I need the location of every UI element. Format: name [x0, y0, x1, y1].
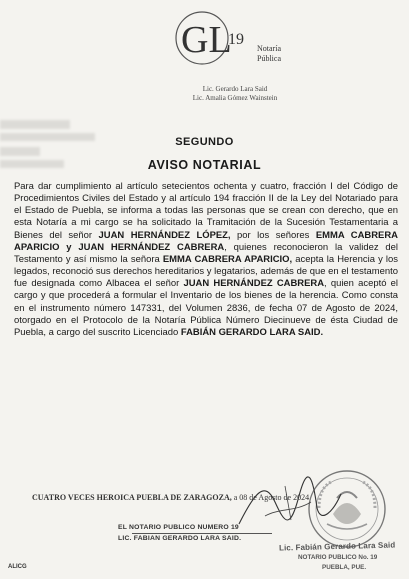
heir-name: JUAN HERNÁNDEZ CABRERA [78, 241, 225, 253]
notice-body [14, 181, 398, 339]
body-text: acepta la Herencia y los legados, reconoció sus derechos hereditarios y legatarios, además de que en el testamento fue designada como Albacea el señor [14, 253, 399, 290]
brand-caption [257, 44, 317, 64]
stamp-title: NOTARIO PUBLICO No. 19 [298, 554, 378, 561]
body-text-bold: y [59, 241, 79, 253]
caption-publica: Pública [257, 54, 281, 63]
notary-names [150, 85, 320, 103]
signature-line [132, 533, 272, 534]
bleed-smudge [0, 120, 70, 129]
bleed-smudge [0, 147, 40, 156]
caption-notaria: Notaría [257, 44, 281, 53]
body-text: , quienes reconocieron la validez del Testamento y así mismo la señora [14, 241, 398, 265]
body-text: por los señores [230, 229, 316, 241]
notary-name-1: Lic. Gerardo Lara Said [202, 85, 268, 93]
handwritten-signature [235, 472, 345, 541]
dateline-date: a 08 de Agosto de 2024. [231, 493, 312, 502]
notary-name: FABIÁN GERARDO LARA SAID. [180, 326, 324, 338]
body-text: , quien aceptó el cargo y que procederá a formular el Inventario de los bienes de la herencia. Como consta en el instrumento número 147331, del Volumen 2836, de fecha 07 de Agosto de 2024, otorgado en el Protocolo de la Notaría Pública Número Diecinueve de ésta Ciudad de Puebla, a cargo del suscrito Licenciado [14, 278, 399, 338]
notary-name-2: Lic. Amalia Gómez Wainstein [192, 94, 278, 102]
notice-title: AVISO NOTARIAL [147, 158, 262, 172]
body-text: Para dar cumplimiento al artículo setecientos ochenta y cuatro, fracción I del Código de Procedimientos Civiles del Estado y al artículo 194 fracción II de la Ley del Notariado para el Estado de Puebla, se informa a todas las personas que se crean con derecho, que en esta Notaría a mi cargo se ha solicitado la Tramitación de la Sucesión Testamentaria a Bienes del señor [14, 181, 398, 241]
stamp-city: PUEBLA, PUE. [322, 564, 367, 571]
footer-code: ALICG [8, 564, 27, 570]
dateline-city: CUATRO VECES HEROICA PUEBLA DE ZARAGOZA, [32, 493, 232, 502]
logo-letters: GL [181, 19, 232, 61]
heir-name: EMMA CABRERA APARICIO, [162, 253, 293, 265]
executor-name: JUAN HERNÁNDEZ CABRERA [183, 278, 325, 290]
signature-title: EL NOTARIO PUBLICO NUMERO 19 [118, 524, 239, 531]
notary-logo [172, 8, 254, 70]
heir-name: EMMA CABRERA APARICIO [14, 229, 398, 253]
signature-name: LIC. FABIAN GERARDO LARA SAID. [118, 535, 242, 542]
logo-number: 19 [228, 31, 244, 48]
notice-number-heading: SEGUNDO [175, 136, 234, 148]
deceased-name: JUAN HERNÁNDEZ LÓPEZ, [98, 229, 231, 241]
stamp-name: Lic. Fabián Gerardo Lara Said [278, 540, 396, 553]
